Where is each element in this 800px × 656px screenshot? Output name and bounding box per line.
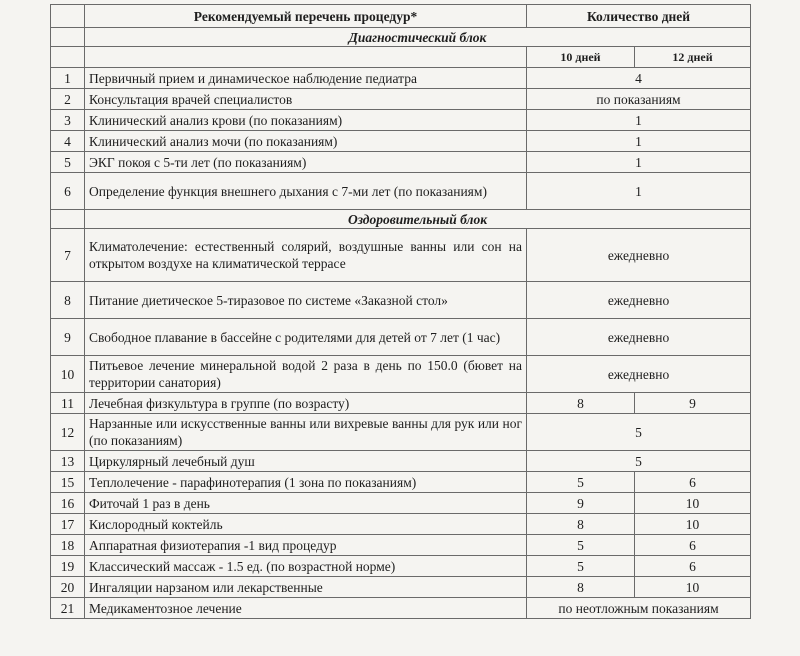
row-value: 1 [527, 131, 751, 152]
row-number: 18 [51, 535, 85, 556]
row-number: 20 [51, 577, 85, 598]
row-procedure: Клинический анализ мочи (по показаниям) [85, 131, 527, 152]
row-procedure: Кислородный коктейль [85, 514, 527, 535]
table-row [51, 472, 751, 493]
row-number: 13 [51, 451, 85, 472]
table-row [51, 229, 751, 282]
row-value-10-days: 8 [527, 514, 635, 535]
row-procedure: Питание диетическое 5-тиразовое по системе «Заказной стол» [85, 282, 527, 319]
section-num-cell [51, 28, 85, 47]
row-value: 1 [527, 152, 751, 173]
row-value-12-days: 6 [635, 556, 751, 577]
table-row [51, 451, 751, 472]
procedures-title: Рекомендуемый перечень процедур* [85, 5, 527, 28]
table-row [51, 173, 751, 210]
row-value-12-days: 10 [635, 493, 751, 514]
row-number: 19 [51, 556, 85, 577]
row-number: 1 [51, 68, 85, 89]
subheader-row [51, 47, 751, 68]
row-procedure: Климатолечение: естественный солярий, воздушные ванны или сон на открытом воздухе на климатической террасе [85, 229, 527, 282]
row-number: 21 [51, 598, 85, 619]
section-num-cell [51, 210, 85, 229]
row-value: ежедневно [527, 319, 751, 356]
row-value: ежедневно [527, 282, 751, 319]
row-procedure: Фиточай 1 раз в день [85, 493, 527, 514]
table-row [51, 110, 751, 131]
column-10-days: 10 дней [527, 47, 635, 68]
row-procedure: Клинический анализ крови (по показаниям) [85, 110, 527, 131]
section-title-health: Оздоровительный блок [85, 210, 751, 229]
table-row [51, 282, 751, 319]
row-number: 4 [51, 131, 85, 152]
row-number: 9 [51, 319, 85, 356]
row-procedure: Классический массаж - 1.5 ед. (по возрастной норме) [85, 556, 527, 577]
section-row-health [51, 210, 751, 229]
row-procedure: Питьевое лечение минеральной водой 2 раза в день по 150.0 (бювет на территории санатория) [85, 356, 527, 393]
header-num-cell [51, 5, 85, 28]
row-number: 5 [51, 152, 85, 173]
table-row [51, 356, 751, 393]
row-procedure: ЭКГ покоя с 5-ти лет (по показаниям) [85, 152, 527, 173]
row-procedure: Аппаратная физиотерапия -1 вид процедур [85, 535, 527, 556]
table-row [51, 577, 751, 598]
row-number: 2 [51, 89, 85, 110]
row-value: 1 [527, 173, 751, 210]
table-row [51, 393, 751, 414]
row-number: 6 [51, 173, 85, 210]
row-value-10-days: 5 [527, 556, 635, 577]
row-procedure: Консультация врачей специалистов [85, 89, 527, 110]
row-value-10-days: 5 [527, 535, 635, 556]
section-row-diagnostic [51, 28, 751, 47]
row-value-12-days: 6 [635, 472, 751, 493]
row-number: 15 [51, 472, 85, 493]
row-value-12-days: 6 [635, 535, 751, 556]
table-row [51, 152, 751, 173]
section-title-diagnostic: Диагностический блок [85, 28, 751, 47]
table-row [51, 535, 751, 556]
row-number: 3 [51, 110, 85, 131]
row-procedure: Медикаментозное лечение [85, 598, 527, 619]
table-row [51, 493, 751, 514]
row-value: 1 [527, 110, 751, 131]
table-row [51, 414, 751, 451]
row-value-10-days: 9 [527, 493, 635, 514]
row-procedure: Первичный прием и динамическое наблюдение педиатра [85, 68, 527, 89]
row-number: 12 [51, 414, 85, 451]
row-value-10-days: 8 [527, 393, 635, 414]
row-procedure: Свободное плавание в бассейне с родителями для детей от 7 лет (1 час) [85, 319, 527, 356]
row-value: по показаниям [527, 89, 751, 110]
row-procedure: Определение функция внешнего дыхания с 7-ми лет (по показаниям) [85, 173, 527, 210]
table-row [51, 319, 751, 356]
row-value-12-days: 10 [635, 577, 751, 598]
row-number: 16 [51, 493, 85, 514]
table-row [51, 89, 751, 110]
row-number: 11 [51, 393, 85, 414]
table-row [51, 131, 751, 152]
table-row [51, 514, 751, 535]
table-header-row [51, 5, 751, 28]
row-procedure: Нарзанные или искусственные ванны или вихревые ванны для рук или ног (по показаниям) [85, 414, 527, 451]
row-procedure: Лечебная физкультура в группе (по возрасту) [85, 393, 527, 414]
column-12-days: 12 дней [635, 47, 751, 68]
row-number: 17 [51, 514, 85, 535]
row-value: ежедневно [527, 356, 751, 393]
row-value-12-days: 9 [635, 393, 751, 414]
row-value-10-days: 8 [527, 577, 635, 598]
row-value: 4 [527, 68, 751, 89]
row-value-12-days: 10 [635, 514, 751, 535]
table-row [51, 68, 751, 89]
row-number: 10 [51, 356, 85, 393]
row-number: 7 [51, 229, 85, 282]
row-procedure: Циркулярный лечебный душ [85, 451, 527, 472]
table-row [51, 556, 751, 577]
row-value: 5 [527, 414, 751, 451]
row-value: 5 [527, 451, 751, 472]
row-value-10-days: 5 [527, 472, 635, 493]
row-procedure: Теплолечение - парафинотерапия (1 зона по показаниям) [85, 472, 527, 493]
row-value: ежедневно [527, 229, 751, 282]
row-procedure: Ингаляции нарзаном или лекарственные [85, 577, 527, 598]
procedures-table [50, 4, 751, 619]
row-value: по неотложным показаниям [527, 598, 751, 619]
row-number: 8 [51, 282, 85, 319]
table-row [51, 598, 751, 619]
days-title: Количество дней [527, 5, 751, 28]
